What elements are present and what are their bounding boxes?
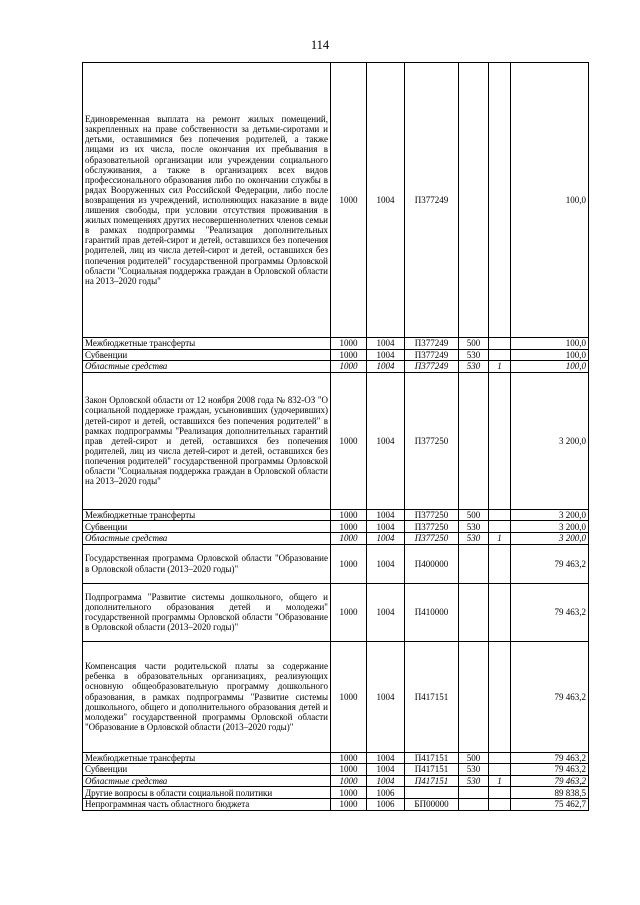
section-code: 1000 <box>331 787 367 799</box>
row-name: Областные средства <box>83 361 331 373</box>
table-row <box>83 532 589 544</box>
amount: 3 200,0 <box>511 521 589 533</box>
section-code: 1000 <box>331 349 367 361</box>
amount: 100,0 <box>511 361 589 373</box>
table-row <box>83 509 589 521</box>
table-row <box>83 372 589 509</box>
amount: 100,0 <box>511 349 589 361</box>
target-article-code: П400000 <box>405 544 459 583</box>
target-article-code: П377249 <box>405 338 459 350</box>
section-code: 1000 <box>331 521 367 533</box>
row-name: Непрограммная часть областного бюджета <box>83 798 331 810</box>
section-code: 1000 <box>331 532 367 544</box>
subsection-code: 1004 <box>367 764 405 776</box>
funding-source-code <box>489 63 511 338</box>
target-article-code: П377249 <box>405 349 459 361</box>
section-code: 1000 <box>331 798 367 810</box>
amount: 100,0 <box>511 338 589 350</box>
funding-source-code: 1 <box>489 775 511 787</box>
amount: 79 463,2 <box>511 764 589 776</box>
row-name: Единовременная выплата на ремонт жилых помещений, закрепленных на праве собственности за детьми-сиротами и детьми, оставшимися без попечения родителей, а также лицами из их числа, после окончания их пребывания в образовательной организации или учреждении социального обслуживания, а также в организациях всех видов профессионального образования либо по окончании службы в рядах Вооруженных сил Российской Федерации, либо после возвращения из учреждений, исполняющих наказание в виде лишения свободы, при условии отсутствия проживания в жилых помещениях других несовершеннолетних членов семьи в рамках подпрограммы "Реализация дополнительных гарантий прав детей-сирот и детей, оставшихся без попечения родителей, лиц из числа детей-сирот и детей, оставшихся без попечения родителей" государственной программы Орловской области "Социальная поддержка граждан в Орловской области на 2013–2020 годы" <box>83 63 331 338</box>
row-name: Государственная программа Орловской области "Образование в Орловской области (2013–2020 годы)" <box>83 544 331 583</box>
funding-source-code <box>489 798 511 810</box>
funding-source-code <box>489 349 511 361</box>
expense-type-code: 500 <box>459 509 489 521</box>
target-article-code: П417151 <box>405 752 459 764</box>
table-row <box>83 361 589 373</box>
amount: 79 463,2 <box>511 583 589 641</box>
funding-source-code: 1 <box>489 532 511 544</box>
table-row <box>83 349 589 361</box>
amount: 79 463,2 <box>511 641 589 752</box>
target-article-code: П410000 <box>405 583 459 641</box>
target-article-code: П377250 <box>405 532 459 544</box>
amount: 89 838,5 <box>511 787 589 799</box>
target-article-code: П377250 <box>405 521 459 533</box>
amount: 79 463,2 <box>511 544 589 583</box>
funding-source-code <box>489 641 511 752</box>
target-article-code <box>405 787 459 799</box>
row-name: Субвенции <box>83 521 331 533</box>
section-code: 1000 <box>331 63 367 338</box>
row-name: Компенсация части родительской платы за содержание ребенка в образовательных организациях, реализующих основную общеобразовательную программу дошкольного образования, в рамках подпрограммы "Развитие системы дошкольного, общего и дополнительного образования детей и молодежи" государственной программы Орловской области "Образование в Орловской области (2013–2020 годы)" <box>83 641 331 752</box>
amount: 3 200,0 <box>511 372 589 509</box>
funding-source-code <box>489 544 511 583</box>
expense-type-code: 530 <box>459 349 489 361</box>
target-article-code: П417151 <box>405 764 459 776</box>
target-article-code: П377249 <box>405 63 459 338</box>
subsection-code: 1004 <box>367 509 405 521</box>
subsection-code: 1004 <box>367 349 405 361</box>
subsection-code: 1004 <box>367 544 405 583</box>
funding-source-code <box>489 764 511 776</box>
table-row <box>83 798 589 810</box>
table-row <box>83 544 589 583</box>
expense-type-code <box>459 372 489 509</box>
table-row <box>83 63 589 338</box>
amount: 75 462,7 <box>511 798 589 810</box>
amount: 3 200,0 <box>511 532 589 544</box>
section-code: 1000 <box>331 338 367 350</box>
expense-type-code: 530 <box>459 532 489 544</box>
row-name: Закон Орловской области от 12 ноября 2008 года № 832-ОЗ "О социальной поддержке граждан, усыновивших (удочеривших) детей-сирот и детей, оставшихся без попечения родителей" в рамках подпрограммы "Реализация дополнительных гарантий прав детей-сирот и детей, оставшихся без попечения родителей, лиц из числа детей-сирот и детей, оставшихся без попечения родителей" государственной программы Орловской области "Социальная поддержка граждан в Орловской области на 2013–2020 годы" <box>83 372 331 509</box>
table-row <box>83 752 589 764</box>
funding-source-code: 1 <box>489 361 511 373</box>
expense-type-code <box>459 787 489 799</box>
funding-source-code <box>489 583 511 641</box>
expense-type-code <box>459 583 489 641</box>
expense-type-code: 530 <box>459 775 489 787</box>
row-name: Областные средства <box>83 532 331 544</box>
row-name: Подпрограмма "Развитие системы дошкольного, общего и дополнительного образования детей и молодежи" государственной программы Орловской области "Образование в Орловской области (2013–2020 годы)" <box>83 583 331 641</box>
table-row <box>83 775 589 787</box>
row-name: Межбюджетные трансферты <box>83 338 331 350</box>
row-name: Межбюджетные трансферты <box>83 509 331 521</box>
subsection-code: 1004 <box>367 752 405 764</box>
section-code: 1000 <box>331 752 367 764</box>
subsection-code: 1006 <box>367 798 405 810</box>
subsection-code: 1004 <box>367 63 405 338</box>
table-row <box>83 583 589 641</box>
subsection-code: 1004 <box>367 583 405 641</box>
subsection-code: 1004 <box>367 521 405 533</box>
table-row <box>83 641 589 752</box>
section-code: 1000 <box>331 775 367 787</box>
section-code: 1000 <box>331 372 367 509</box>
table-row <box>83 521 589 533</box>
target-article-code: П377249 <box>405 361 459 373</box>
amount: 79 463,2 <box>511 775 589 787</box>
expense-type-code <box>459 544 489 583</box>
expense-type-code: 500 <box>459 752 489 764</box>
funding-source-code <box>489 752 511 764</box>
expense-type-code: 530 <box>459 521 489 533</box>
subsection-code: 1004 <box>367 775 405 787</box>
row-name: Областные средства <box>83 775 331 787</box>
amount: 100,0 <box>511 63 589 338</box>
section-code: 1000 <box>331 509 367 521</box>
subsection-code: 1004 <box>367 372 405 509</box>
expense-type-code: 530 <box>459 764 489 776</box>
page-number: 114 <box>310 38 330 52</box>
table-row <box>83 787 589 799</box>
subsection-code: 1004 <box>367 532 405 544</box>
target-article-code: П417151 <box>405 775 459 787</box>
amount: 3 200,0 <box>511 509 589 521</box>
expense-type-code <box>459 798 489 810</box>
table-row <box>83 338 589 350</box>
funding-source-code <box>489 509 511 521</box>
section-code: 1000 <box>331 361 367 373</box>
funding-source-code <box>489 787 511 799</box>
target-article-code: БП00000 <box>405 798 459 810</box>
row-name: Другие вопросы в области социальной политики <box>83 787 331 799</box>
funding-source-code <box>489 521 511 533</box>
expense-type-code: 530 <box>459 361 489 373</box>
expense-type-code: 500 <box>459 338 489 350</box>
funding-source-code <box>489 338 511 350</box>
row-name: Субвенции <box>83 764 331 776</box>
section-code: 1000 <box>331 544 367 583</box>
target-article-code: П377250 <box>405 372 459 509</box>
target-article-code: П377250 <box>405 509 459 521</box>
section-code: 1000 <box>331 641 367 752</box>
funding-source-code <box>489 372 511 509</box>
amount: 79 463,2 <box>511 752 589 764</box>
subsection-code: 1004 <box>367 338 405 350</box>
subsection-code: 1004 <box>367 361 405 373</box>
row-name: Субвенции <box>83 349 331 361</box>
expense-type-code <box>459 641 489 752</box>
section-code: 1000 <box>331 583 367 641</box>
section-code: 1000 <box>331 764 367 776</box>
subsection-code: 1004 <box>367 641 405 752</box>
row-name: Межбюджетные трансферты <box>83 752 331 764</box>
subsection-code: 1006 <box>367 787 405 799</box>
target-article-code: П417151 <box>405 641 459 752</box>
table-row <box>83 764 589 776</box>
budget-table <box>82 62 589 811</box>
expense-type-code <box>459 63 489 338</box>
